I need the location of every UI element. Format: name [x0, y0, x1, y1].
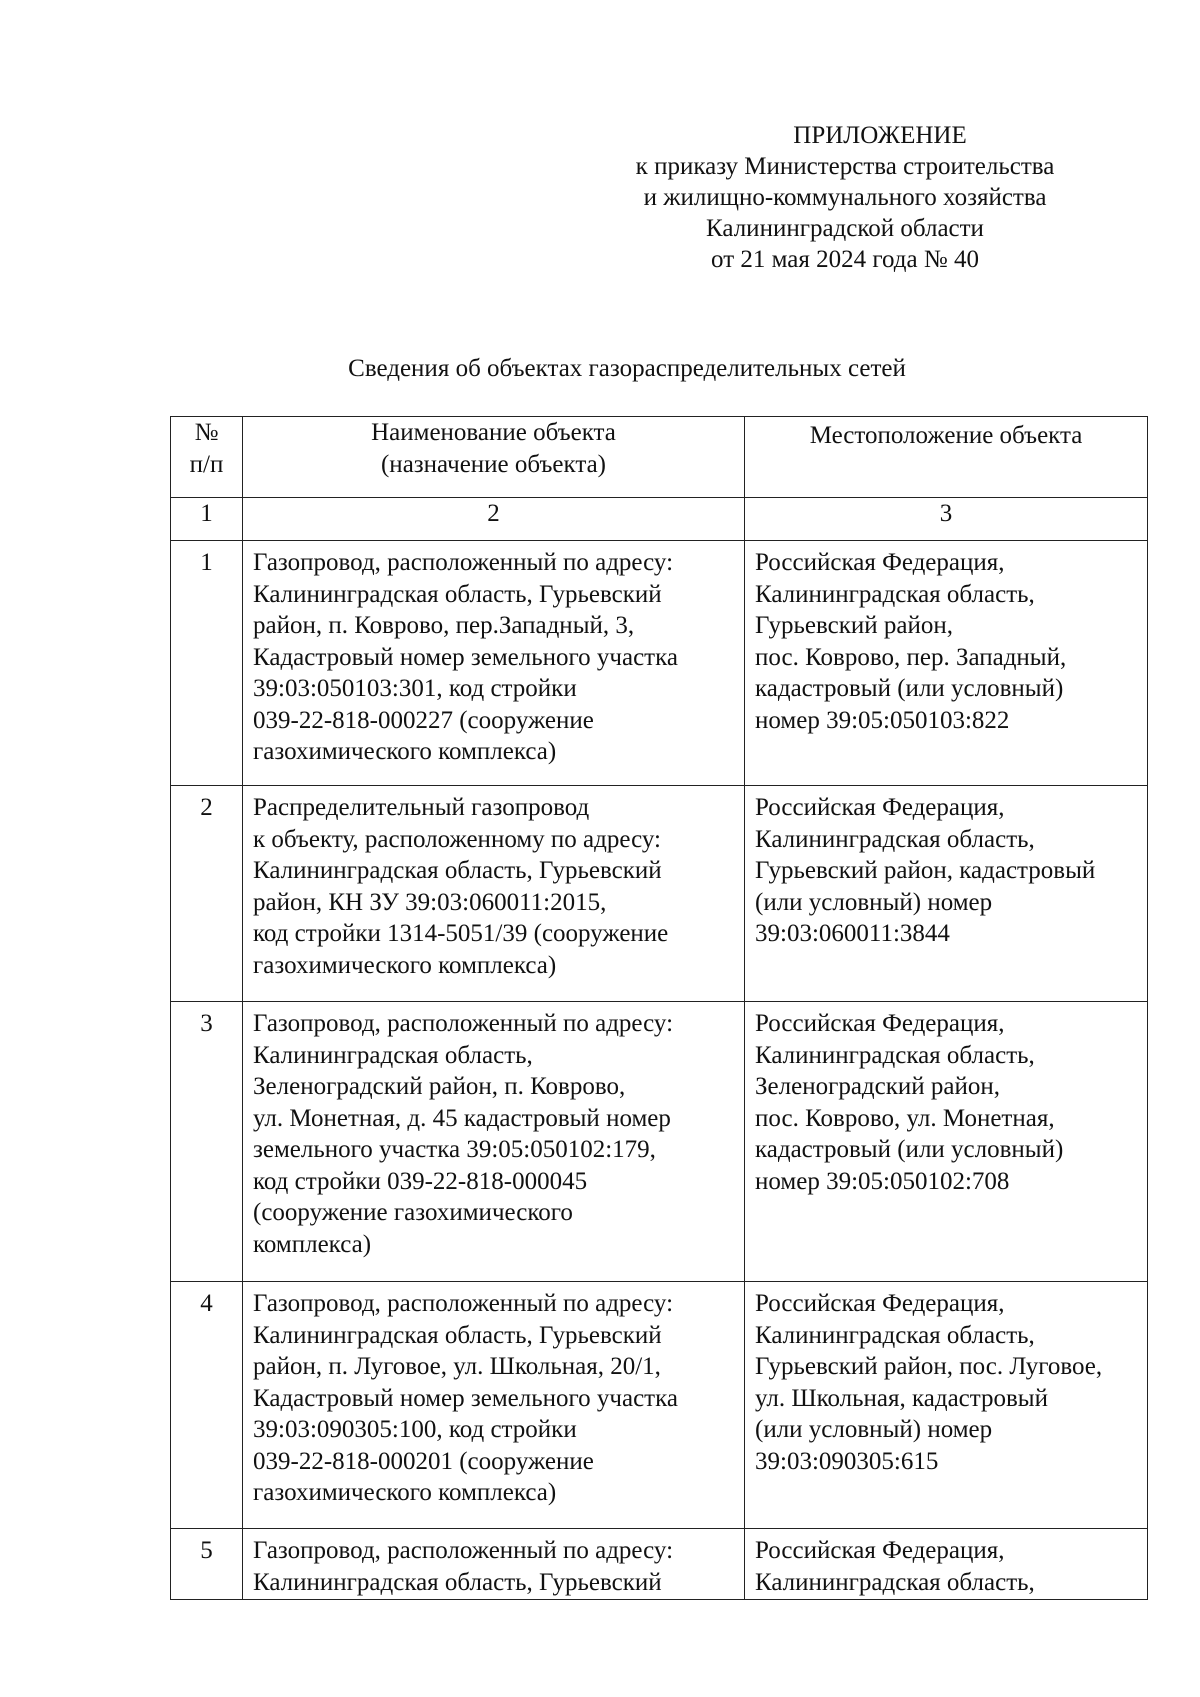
object-location	[745, 541, 1148, 786]
text-line: Газопровод, расположенный по адресу:	[253, 1537, 674, 1564]
text-line: (или условный) номер	[755, 1416, 993, 1443]
header-number-line2: п/п	[189, 450, 224, 478]
text-line: Гурьевский район, кадастровый	[755, 857, 1096, 884]
text-line: Калининградская область,	[253, 1041, 533, 1069]
text-line: номер 39:05:050103:822	[755, 706, 1010, 734]
column-numbers-row	[171, 498, 1148, 541]
text-line: Калининградская область,	[755, 1321, 1035, 1349]
text-line: 039-22-818-000201 (сооружение	[253, 1447, 594, 1475]
object-location	[745, 1529, 1148, 1600]
object-name	[243, 1002, 745, 1282]
text-line: Калининградская область, Гурьевский	[253, 857, 662, 884]
appendix-line: к приказу Министерства строительства	[635, 153, 1055, 180]
text-line: район, КН ЗУ 39:03:060011:2015,	[253, 888, 607, 916]
text-line: Калининградская область, Гурьевский	[253, 1568, 662, 1596]
column-number: 2	[243, 498, 745, 541]
text-line: комплекса)	[253, 1230, 372, 1258]
header-location-text: Местоположение объекта	[809, 422, 1083, 449]
object-name	[243, 1282, 745, 1529]
appendix-line: Калининградской области	[706, 215, 984, 242]
header-name-line2: (назначение объекта)	[380, 450, 606, 478]
object-name	[243, 786, 745, 1002]
objects-table	[170, 416, 1148, 1600]
text-line: Зеленоградский район,	[755, 1073, 1000, 1100]
text-line: Гурьевский район, пос. Луговое,	[755, 1353, 1103, 1380]
text-line: кадастровый (или условный)	[755, 675, 1064, 702]
object-location	[745, 1002, 1148, 1282]
row-number: 5	[171, 1529, 243, 1600]
object-name	[243, 1529, 745, 1600]
text-line: Калининградская область, Гурьевский	[253, 1321, 662, 1349]
text-line: код стройки 1314-5051/39 (сооружение	[253, 920, 669, 947]
text-line: пос. Коврово, ул. Монетная,	[755, 1104, 1055, 1132]
row-number: 1	[171, 541, 243, 786]
text-line: Калининградская область,	[755, 580, 1035, 608]
appendix-header	[600, 120, 1090, 275]
row-number: 2	[171, 786, 243, 1002]
text-line: (сооружение газохимического	[253, 1199, 573, 1226]
text-line: Российская Федерация,	[755, 1010, 1005, 1037]
text-line: код стройки 039-22-818-000045	[253, 1167, 588, 1195]
row-number: 3	[171, 1002, 243, 1282]
text-line: пос. Коврово, пер. Западный,	[755, 643, 1067, 671]
text-line: Распределительный газопровод	[253, 794, 590, 821]
header-name-line1: Наименование объекта	[371, 419, 616, 446]
text-line: (или условный) номер	[755, 888, 993, 916]
text-line: Гурьевский район,	[755, 612, 954, 639]
document-title-text: Сведения об объектах газораспределительных сетей	[348, 355, 906, 382]
text-line: 39:03:090305:100, код стройки	[253, 1416, 577, 1443]
text-line: Калининградская область,	[755, 1568, 1035, 1596]
column-number: 3	[745, 498, 1148, 541]
text-line: Кадастровый номер земельного участка	[253, 643, 678, 671]
appendix-line: от 21 мая 2024 года № 40	[711, 246, 979, 273]
text-line: Российская Федерация,	[755, 549, 1005, 576]
text-line: Зеленоградский район, п. Коврово,	[253, 1073, 626, 1100]
table-row	[171, 786, 1148, 1002]
text-line: Газопровод, расположенный по адресу:	[253, 1010, 674, 1037]
appendix-title: ПРИЛОЖЕНИЕ	[793, 122, 967, 149]
object-location	[745, 786, 1148, 1002]
header-number-line1: №	[194, 419, 219, 446]
text-line: газохимического комплекса)	[253, 1479, 557, 1506]
object-name	[243, 541, 745, 786]
text-line: к объекту, расположенному по адресу:	[253, 825, 661, 853]
table-row	[171, 1282, 1148, 1529]
text-line: Российская Федерация,	[755, 1290, 1005, 1317]
text-line: 039-22-818-000227 (сооружение	[253, 706, 594, 734]
text-line: 39:03:090305:615	[755, 1447, 939, 1475]
text-line: 39:03:050103:301, код стройки	[253, 675, 577, 702]
object-location	[745, 1282, 1148, 1529]
text-line: газохимического комплекса)	[253, 738, 557, 765]
header-location	[745, 417, 1148, 498]
text-line: Кадастровый номер земельного участка	[253, 1384, 678, 1412]
text-line: ул. Школьная, кадастровый	[755, 1384, 1048, 1412]
text-line: Калининградская область,	[755, 1041, 1035, 1069]
column-number: 1	[171, 498, 243, 541]
document-title	[54, 353, 1200, 384]
text-line: земельного участка 39:05:050102:179,	[253, 1136, 656, 1163]
text-line: Калининградская область,	[755, 825, 1035, 853]
text-line: газохимического комплекса)	[253, 951, 557, 979]
table-row	[171, 541, 1148, 786]
text-line: район, п. Коврово, пер.Западный, 3,	[253, 612, 635, 639]
text-line: Российская Федерация,	[755, 1537, 1005, 1564]
text-line: Газопровод, расположенный по адресу:	[253, 1290, 674, 1317]
table-row	[171, 1529, 1148, 1600]
text-line: Российская Федерация,	[755, 794, 1005, 821]
header-name	[243, 417, 745, 498]
appendix-line: и жилищно-коммунального хозяйства	[643, 184, 1047, 211]
table-header-row	[171, 417, 1148, 498]
table-row	[171, 1002, 1148, 1282]
row-number: 4	[171, 1282, 243, 1529]
text-line: кадастровый (или условный)	[755, 1136, 1064, 1163]
text-line: номер 39:05:050102:708	[755, 1167, 1010, 1195]
header-number	[171, 417, 243, 498]
text-line: Газопровод, расположенный по адресу:	[253, 549, 674, 576]
text-line: ул. Монетная, д. 45 кадастровый номер	[253, 1104, 671, 1132]
text-line: 39:03:060011:3844	[755, 920, 950, 947]
text-line: Калининградская область, Гурьевский	[253, 580, 662, 608]
text-line: район, п. Луговое, ул. Школьная, 20/1,	[253, 1353, 661, 1380]
